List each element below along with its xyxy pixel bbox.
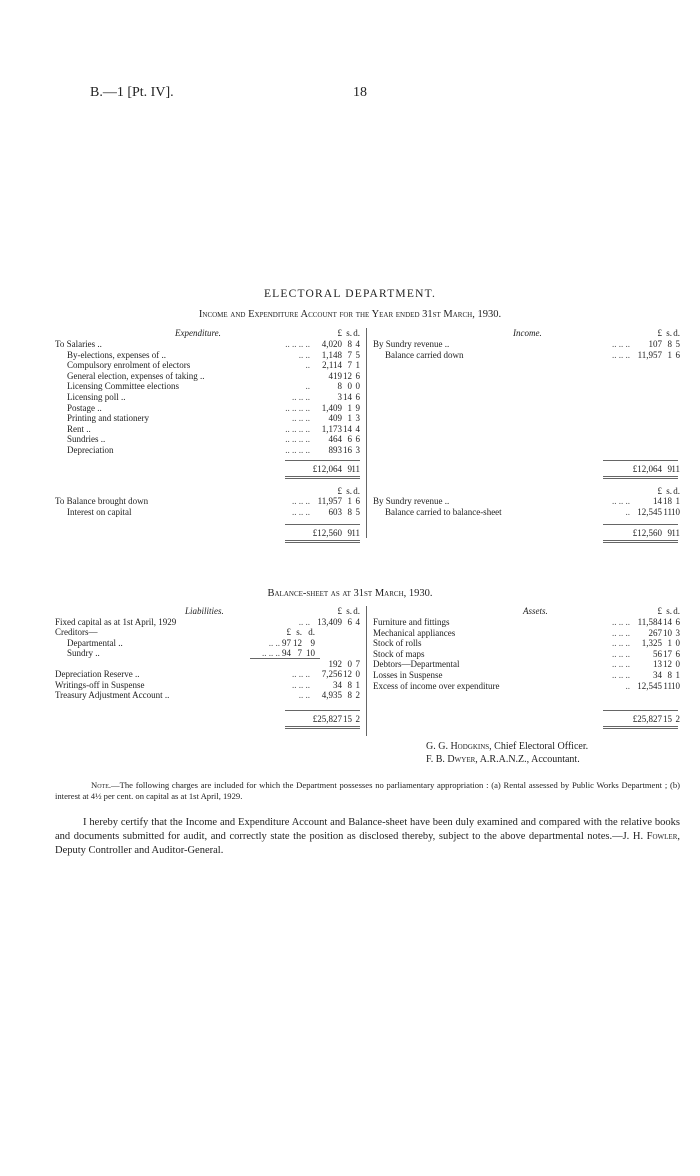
amount-shillings: 16 xyxy=(343,445,352,455)
sub-pounds-heading: £ xyxy=(286,627,291,637)
sub-pence: 9 xyxy=(310,638,315,648)
amount-pence: 0 xyxy=(355,381,360,392)
shillings-heading: s. xyxy=(346,328,352,338)
amount-pounds: 12,545 xyxy=(637,506,662,517)
amount-shillings: 9 xyxy=(347,464,352,474)
row-label: Stock of rolls xyxy=(373,638,422,649)
amount-pence: 11 xyxy=(671,528,680,538)
pence-heading: d. xyxy=(673,486,680,496)
row-label: Losses in Suspense xyxy=(373,670,443,680)
table-row xyxy=(55,690,360,701)
table-row xyxy=(55,496,360,507)
amount-pence: 7 xyxy=(355,659,360,669)
amount-pence: 10 xyxy=(671,680,680,691)
amount-shillings: 14 xyxy=(663,617,672,627)
amount-pence: 0 xyxy=(675,659,680,670)
amount-pounds: 8 xyxy=(337,381,342,392)
table-row xyxy=(373,507,680,518)
amount-pence: 3 xyxy=(355,445,360,455)
shillings-heading: s. xyxy=(346,606,352,616)
amount-shillings: 1 xyxy=(667,638,672,649)
amount-pence: 2 xyxy=(355,690,360,700)
amount-shillings: 0 xyxy=(347,659,352,669)
amount-pence: 11 xyxy=(351,464,360,474)
amount-shillings: 1 xyxy=(347,496,352,506)
row-label: Postage .. xyxy=(67,402,102,413)
amount-shillings: 7 xyxy=(347,360,352,371)
total-row xyxy=(373,528,680,539)
sub-pence: 10 xyxy=(306,648,315,658)
table-row xyxy=(373,659,680,670)
table-row xyxy=(55,638,360,649)
amount-shillings: 11 xyxy=(663,680,672,691)
amount-pounds: 192 xyxy=(328,659,342,669)
amount-pence: 1 xyxy=(675,670,680,680)
total-rule xyxy=(285,710,360,711)
shillings-heading: s. xyxy=(666,606,672,616)
table-row xyxy=(373,638,680,649)
amount-pence: 6 xyxy=(675,617,680,627)
amount-pence: 3 xyxy=(355,413,360,424)
row-label: Writings-off in Suspense xyxy=(55,680,145,690)
pence-heading: d. xyxy=(353,486,360,496)
row-label: Treasury Adjustment Account .. xyxy=(55,690,170,700)
leader-dots: .. .. .. .. xyxy=(285,339,310,349)
amount-shillings: 14 xyxy=(343,392,352,402)
table-row xyxy=(55,669,360,680)
pounds-heading: £ xyxy=(657,606,662,616)
sub-pounds: 97 xyxy=(282,638,291,648)
total-double-rule xyxy=(603,476,678,479)
amount-shillings: 8 xyxy=(347,339,352,349)
amount-pounds: 1,148 xyxy=(321,349,342,360)
table-row xyxy=(373,681,680,692)
shillings-heading: s. xyxy=(666,486,672,496)
amount-pence: 4 xyxy=(355,617,360,627)
amount-pounds: 603 xyxy=(328,506,342,517)
amount-shillings: 6 xyxy=(347,617,352,627)
amount-shillings: 15 xyxy=(663,714,672,724)
table-row xyxy=(55,403,360,414)
table-row xyxy=(55,339,360,350)
total-rule xyxy=(603,524,678,525)
amount-pounds: 13,409 xyxy=(317,617,342,627)
amount-pence: 6 xyxy=(675,349,680,360)
table-row xyxy=(55,680,360,691)
amount-shillings: 7 xyxy=(347,349,352,360)
amount-pounds: 2,114 xyxy=(322,360,342,371)
column-heading: Income. xyxy=(513,328,542,338)
leader-dots: .. .. .. xyxy=(612,670,630,680)
leader-dots: .. .. .. xyxy=(292,392,310,402)
leader-dots: .. xyxy=(625,680,630,691)
amount-pence: 6 xyxy=(355,392,360,402)
amount-pounds: £12,560 xyxy=(312,528,342,538)
amount-pence: 6 xyxy=(355,496,360,506)
leader-dots: .. .. .. xyxy=(612,349,630,360)
row-label: Compulsory enrolment of electors xyxy=(67,360,191,371)
pounds-heading: £ xyxy=(337,328,342,338)
amount-pounds: 107 xyxy=(648,339,662,349)
row-label: Depreciation xyxy=(67,445,114,455)
amount-pence: 11 xyxy=(671,464,680,474)
table-row xyxy=(55,413,360,424)
row-label: Excess of income over expenditure xyxy=(373,680,500,691)
table-row xyxy=(55,648,360,659)
amount-pounds: 1,173 xyxy=(321,423,342,434)
income-expenditure-account xyxy=(55,328,680,548)
row-label: Licensing Committee elections xyxy=(67,381,179,392)
table-row xyxy=(55,659,360,670)
amount-pounds: 464 xyxy=(328,434,342,445)
balance-sheet-heading: Balance-sheet as at 31st March, 1930. xyxy=(267,588,433,599)
amount-pence: 6 xyxy=(355,434,360,445)
table-row xyxy=(55,392,360,403)
column-heading: Liabilities. xyxy=(185,606,224,616)
table-row xyxy=(55,350,360,361)
leader-dots: .. .. .. xyxy=(612,627,630,638)
amount-pounds: 12,545 xyxy=(637,680,662,691)
row-label: Sundries .. xyxy=(67,434,106,445)
leader-dots: .. .. .. xyxy=(292,496,310,506)
amount-shillings: 0 xyxy=(347,381,352,392)
leader-dots: .. .. .. xyxy=(612,339,630,349)
leader-dots: .. .. xyxy=(298,690,310,700)
total-rule xyxy=(285,460,360,461)
row-label: Departmental .. xyxy=(67,638,123,648)
leader-dots: .. .. .. xyxy=(612,648,630,659)
row-label: To Salaries .. xyxy=(55,339,102,349)
amount-pounds: 11,584 xyxy=(637,617,662,627)
amount-pounds: £12,560 xyxy=(632,528,662,538)
amount-pounds: 419 xyxy=(328,370,342,381)
row-label: Printing and stationery xyxy=(67,413,149,424)
leader-dots: .. xyxy=(305,381,310,392)
table-row xyxy=(55,617,360,628)
leader-dots: .. .. .. xyxy=(262,648,280,658)
table-row xyxy=(373,617,680,628)
total-row xyxy=(55,714,360,725)
amount-pence: 1 xyxy=(355,360,360,371)
signature-line: G. G. Hodgkins, Chief Electoral Officer. xyxy=(426,741,589,752)
table-row xyxy=(373,649,680,660)
pounds-heading: £ xyxy=(337,486,342,496)
total-double-rule xyxy=(603,540,678,543)
total-rule xyxy=(603,460,678,461)
amount-shillings: 6 xyxy=(347,434,352,445)
amount-pounds: 893 xyxy=(328,445,342,455)
row-label: Mechanical appliances xyxy=(373,627,456,638)
amount-shillings: 8 xyxy=(347,680,352,690)
leader-dots: .. .. xyxy=(298,349,310,360)
row-label: Sundry .. xyxy=(67,648,100,658)
amount-shillings: 8 xyxy=(347,690,352,700)
amount-pence: 11 xyxy=(351,528,360,538)
column-heading: Expenditure. xyxy=(175,328,221,338)
column-heading: Assets. xyxy=(523,606,548,616)
sub-pence-heading: d. xyxy=(308,627,315,637)
amount-pounds: 267 xyxy=(648,627,662,638)
leader-dots: .. xyxy=(625,506,630,517)
audit-certificate: I hereby certify that the Income and Expenditure Account and Balance-sheet have been duly examined and compared with the relative books and documents submitted for audit, and correctly state the position as disclosed thereby, subject to the above departmental notes.—J. H. Fowler, Deputy Controller and Auditor-General. xyxy=(55,817,680,856)
amount-pounds: 1,409 xyxy=(321,402,342,413)
income-expenditure-heading: Income and Expenditure Account for the Year ended 31st March, 1930. xyxy=(198,309,502,320)
row-label: Fixed capital as at 1st April, 1929 xyxy=(55,617,177,627)
leader-dots: .. .. xyxy=(268,638,280,648)
signature-line: F. B. Dwyer, A.R.A.N.Z., Accountant. xyxy=(426,754,580,765)
amount-pence: 0 xyxy=(355,669,360,679)
row-label: By Sundry revenue .. xyxy=(373,339,450,349)
total-row xyxy=(373,464,680,475)
pounds-heading: £ xyxy=(657,328,662,338)
amount-pounds: 3 xyxy=(337,392,342,402)
page-title: ELECTORAL DEPARTMENT. xyxy=(263,288,437,300)
table-row xyxy=(55,445,360,456)
table-row xyxy=(373,350,680,361)
shillings-heading: s. xyxy=(346,486,352,496)
amount-pence: 6 xyxy=(675,648,680,659)
amount-pence: 2 xyxy=(355,714,360,724)
row-label: Licensing poll .. xyxy=(67,392,126,402)
sub-shillings: 12 xyxy=(293,638,302,648)
amount-pounds: 4,935 xyxy=(321,690,342,700)
amount-pence: 1 xyxy=(675,496,680,506)
table-row xyxy=(55,507,360,518)
row-label: Creditors— xyxy=(55,627,98,637)
row-label: Depreciation Reserve .. xyxy=(55,669,140,679)
pence-heading: d. xyxy=(673,606,680,616)
table-row xyxy=(55,627,360,638)
table-row xyxy=(373,670,680,681)
total-row xyxy=(55,528,360,539)
table-row xyxy=(55,371,360,382)
leader-dots: .. .. xyxy=(298,617,310,627)
amount-pence: 0 xyxy=(675,638,680,649)
column-divider xyxy=(366,328,367,538)
amount-shillings: 14 xyxy=(343,423,352,434)
amount-pounds: 4,020 xyxy=(321,339,342,349)
pence-heading: d. xyxy=(673,328,680,338)
column-divider xyxy=(366,606,367,736)
leader-dots: .. .. .. .. xyxy=(285,402,310,413)
table-row xyxy=(55,434,360,445)
amount-shillings: 12 xyxy=(343,669,352,679)
row-label: By Sundry revenue .. xyxy=(373,496,450,506)
amount-shillings: 8 xyxy=(667,670,672,680)
row-label: By-elections, expenses of .. xyxy=(67,349,166,360)
signature-block xyxy=(426,740,588,766)
amount-pence: 2 xyxy=(675,714,680,724)
amount-pence: 4 xyxy=(355,339,360,349)
amount-pounds: 1,325 xyxy=(641,638,662,649)
leader-dots: .. .. .. .. xyxy=(285,423,310,434)
row-label: Rent .. xyxy=(67,423,91,434)
shillings-heading: s. xyxy=(666,328,672,338)
amount-pounds: 34 xyxy=(653,670,662,680)
table-row xyxy=(55,360,360,371)
leader-dots: .. .. .. xyxy=(612,638,630,649)
row-label: Balance carried down xyxy=(385,349,464,360)
amount-pence: 5 xyxy=(675,339,680,349)
total-double-rule xyxy=(285,726,360,729)
amount-shillings: 17 xyxy=(663,648,672,659)
amount-pounds: 14 xyxy=(653,496,662,506)
amount-shillings: 1 xyxy=(347,402,352,413)
amount-pounds: 11,957 xyxy=(317,496,342,506)
total-rule xyxy=(603,710,678,711)
note-paragraph: Note.—The following charges are included for which the Department possesses no parliamentary appropriation : (a) Rental assessed by Public Works Department ; (b) interest at 4½ per cent. on capital as at 1st April, 1929. xyxy=(55,780,680,801)
amount-pence: 3 xyxy=(675,627,680,638)
leader-dots: .. .. .. xyxy=(612,659,630,670)
table-row xyxy=(55,381,360,392)
sub-shillings-heading: s. xyxy=(296,627,302,637)
pence-heading: d. xyxy=(353,328,360,338)
leader-dots: .. .. .. xyxy=(292,506,310,517)
row-label: Furniture and fittings xyxy=(373,617,450,627)
amount-shillings: 18 xyxy=(663,496,672,506)
total-double-rule xyxy=(285,540,360,543)
amount-shillings: 8 xyxy=(667,339,672,349)
total-double-rule xyxy=(603,726,678,729)
total-rule xyxy=(285,524,360,525)
leader-dots: .. .. .. xyxy=(292,669,310,679)
amount-shillings: 12 xyxy=(663,659,672,670)
balance-sheet xyxy=(55,606,680,741)
total-double-rule xyxy=(285,476,360,479)
amount-pounds: 11,957 xyxy=(637,349,662,360)
amount-pounds: 34 xyxy=(333,680,342,690)
total-row xyxy=(373,714,680,725)
amount-shillings: 9 xyxy=(347,528,352,538)
page-number: 18 xyxy=(353,85,367,100)
amount-pounds: £12,064 xyxy=(312,464,342,474)
amount-shillings: 1 xyxy=(347,413,352,424)
amount-shillings: 12 xyxy=(343,370,352,381)
total-row xyxy=(55,464,360,475)
leader-dots: .. .. .. xyxy=(292,413,310,424)
pence-heading: d. xyxy=(353,606,360,616)
amount-pounds: 13 xyxy=(653,659,662,670)
sub-shillings: 7 xyxy=(297,648,302,658)
amount-pounds: 409 xyxy=(328,413,342,424)
amount-pounds: £12,064 xyxy=(632,464,662,474)
row-label: Balance carried to balance-sheet xyxy=(385,506,502,517)
row-label: Stock of maps xyxy=(373,648,425,659)
leader-dots: .. xyxy=(305,360,310,371)
amount-pounds: 7,256 xyxy=(321,669,342,679)
leader-dots: .. .. .. xyxy=(612,496,630,506)
leader-dots: .. .. .. .. xyxy=(285,434,310,445)
table-row xyxy=(55,424,360,435)
table-row xyxy=(373,496,680,507)
pounds-heading: £ xyxy=(657,486,662,496)
amount-pounds: £25,827 xyxy=(632,714,662,724)
row-label: Debtors—Departmental xyxy=(373,659,460,670)
row-label: General election, expenses of taking .. xyxy=(67,370,205,381)
table-row xyxy=(373,628,680,639)
row-label: To Balance brought down xyxy=(55,496,149,506)
amount-shillings: 9 xyxy=(667,528,672,538)
row-label: Interest on capital xyxy=(67,506,132,517)
amount-shillings: 1 xyxy=(667,349,672,360)
amount-shillings: 15 xyxy=(343,714,352,724)
amount-pence: 1 xyxy=(355,680,360,690)
amount-pence: 5 xyxy=(355,349,360,360)
amount-shillings: 10 xyxy=(663,627,672,638)
subtotal-rule xyxy=(250,658,320,659)
amount-pence: 10 xyxy=(671,506,680,517)
leader-dots: .. .. .. xyxy=(612,617,630,627)
amount-pence: 9 xyxy=(355,402,360,413)
table-row xyxy=(373,339,680,350)
amount-pence: 5 xyxy=(355,506,360,517)
amount-shillings: 11 xyxy=(663,506,672,517)
amount-pence: 6 xyxy=(355,370,360,381)
amount-pounds: 56 xyxy=(653,648,662,659)
amount-pence: 4 xyxy=(355,423,360,434)
sub-pounds: 94 xyxy=(282,648,291,658)
pounds-heading: £ xyxy=(337,606,342,616)
document-reference: B.—1 [Pt. IV]. xyxy=(90,85,174,100)
amount-shillings: 8 xyxy=(347,506,352,517)
amount-shillings: 9 xyxy=(667,464,672,474)
leader-dots: .. .. .. .. xyxy=(285,445,310,455)
leader-dots: .. .. .. xyxy=(292,680,310,690)
amount-pounds: £25,827 xyxy=(312,714,342,724)
